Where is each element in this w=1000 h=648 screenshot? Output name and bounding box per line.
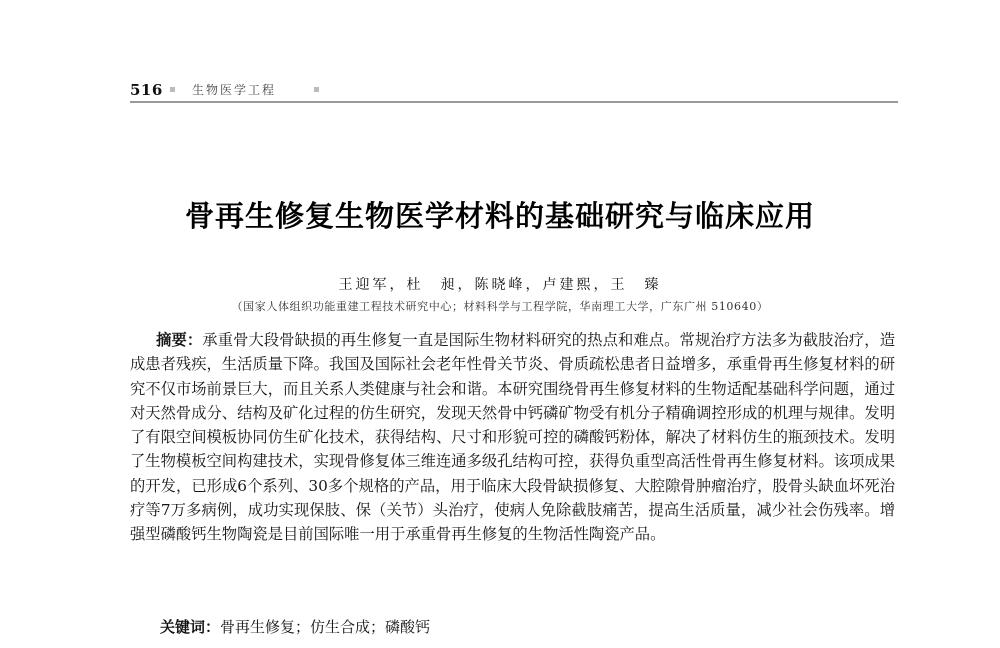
keywords-label: 关键词： [160,618,221,636]
running-header [130,80,898,104]
paper-title: 骨再生修复生物医学材料的基础研究与临床应用 [184,199,815,233]
header-rule [130,101,898,103]
journal-name: 生物医学工程 [192,83,277,97]
abstract [130,328,895,547]
author-list: 王迎军，杜 昶，陈晓峰，卢建熙，王 臻 [338,277,662,293]
keywords [160,616,430,638]
page-number: 516 [130,81,163,99]
keywords-text: 骨再生修复；仿生合成；磷酸钙 [220,618,431,636]
header-square-icon [170,87,175,92]
abstract-label: 摘要： [156,331,203,349]
affiliation: （国家人体组织功能重建工程技术研究中心；材料科学与工程学院，华南理工大学，广东广州 510640） [231,300,769,313]
header-square-icon [314,87,319,92]
abstract-text: 承重骨大段骨缺损的再生修复一直是国际生物材料研究的热点和难点。常规治疗方法多为截肢治疗，造成患者残疾，生活质量下降。我国及国际社会老年性骨关节炎、骨质疏松患者日益增多，承重骨再生修复材料的研究不仅市场前景巨大，而且关系人类健康与社会和谐。本研究围绕骨再生修复材料的生物适配基础科学问题，通过对天然骨成分、结构及矿化过程的仿生研究，发现天然骨中钙磷矿物受有机分子精确调控形成的机理与规律。发明了有限空间模板协同仿生矿化技术，获得结构、尺寸和形貌可控的磷酸钙粉体，解决了材料仿生的瓶颈技术。发明了生物模板空间构建技术，实现骨修复体三维连通多级孔结构可控，获得负重型高活性骨再生修复材料。该项成果的开发，已形成6个系列、30多个规格的产品，用于临床大段骨缺损修复、大腔隙骨肿瘤治疗，股骨头缺血坏死治疗等7万多病例，成功实现保肢、保（关节）头治疗，使病人免除截肢痛苦，提高生活质量，减少社会伤残率。增强型磷酸钙生物陶瓷是目前国际唯一用于承重骨再生修复的生物活性陶瓷产品。 [130,331,895,544]
